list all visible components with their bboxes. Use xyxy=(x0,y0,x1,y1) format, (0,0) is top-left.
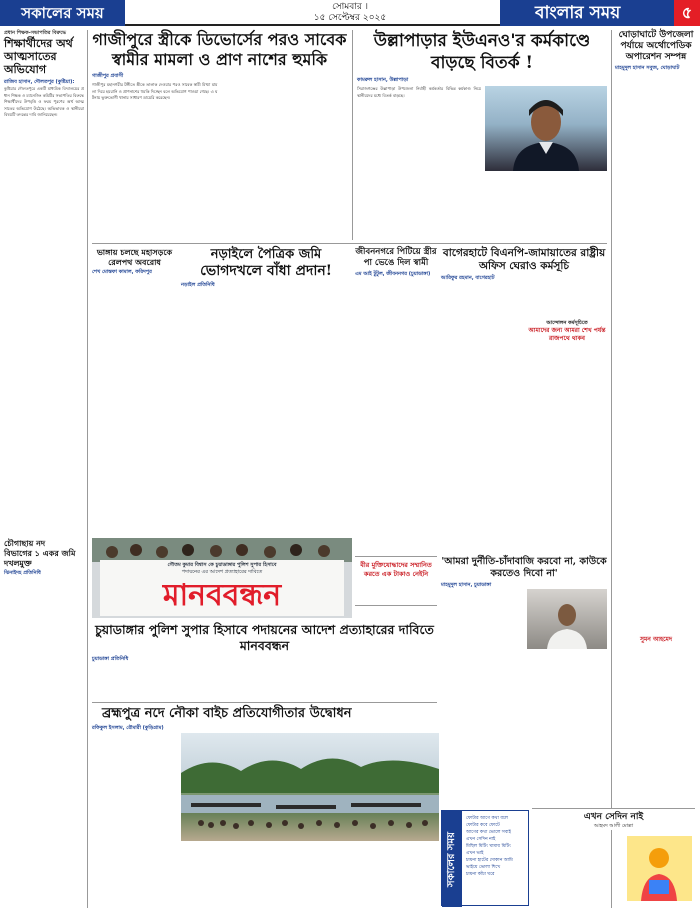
story-byline: কামরুল হাসান, উল্লাপাড়া xyxy=(357,77,409,83)
story-byline: মাহমুদুল হাসান সবুজ, ঘোড়াঘাট xyxy=(615,65,680,71)
story-byline: রাজিব হাসান, দৌলতপুর (কুষ্টিয়া): xyxy=(4,79,75,85)
poem-line-1: ফোটার কবে ফোটে xyxy=(466,823,500,828)
story-body-cont-2 xyxy=(324,663,436,693)
story-headline: ঘোড়াঘাটে উপজেলা পর্যায়ে অর্থোপেডিক অপারেশন সম্পন্ন xyxy=(618,30,694,62)
story-byline: রফিকুল ইসলাম, রৌমারী (কুড়িগ্রাম) xyxy=(92,725,164,731)
footer-ad-logo: সকালের সময় xyxy=(446,831,457,887)
story-gazipur xyxy=(92,30,347,240)
story-body xyxy=(92,276,177,531)
poem-line-5: এখন ভাই xyxy=(466,851,484,856)
poem-line-0: ফোটার আগে কথা বলে xyxy=(466,816,508,821)
story-body xyxy=(4,577,84,910)
story-headline: ভোগদখলে বাঁধা প্রদান! xyxy=(200,263,332,279)
story-kicker: ভাঙ্গায় চলছে মহাসড়কে xyxy=(96,247,173,257)
story-body-cont xyxy=(222,82,348,242)
story-kicker: চৌগাছায় নদ xyxy=(4,538,46,548)
banner-line-1: গৌতম কুমার বিশ্বাস কে চুয়াডাঙ্গার পুলিশ সুপার হিসাবে xyxy=(167,562,277,568)
story-headline: ব্রহ্মপুত্র নদে নৌকা বাইচ প্রতিযোগীতার উদ্বোধন xyxy=(102,706,352,721)
footer-ad xyxy=(441,810,529,906)
pull-quote: বীর মুক্তিযোদ্ধাদের সম্মানিত করতে এক টাকাও নেইনি xyxy=(360,561,432,578)
poem-line-8: চায়না কাঁচা ঘরে xyxy=(466,872,495,877)
story-body-cont xyxy=(485,174,607,244)
story-body-cont xyxy=(268,289,351,529)
story-boat-race xyxy=(92,705,607,908)
story-body xyxy=(615,72,697,632)
story-body-cont xyxy=(527,346,607,546)
masthead-date-text: ১৫ সেপ্টেম্বর ২০২৫ xyxy=(313,13,387,23)
story-body xyxy=(181,289,264,529)
story-kicker: প্রধান শিক্ষক-সভাপতির বিরুদ্ধে xyxy=(4,30,66,36)
banner-text: মানববন্ধন xyxy=(162,578,282,613)
signature: সুমন আহমেদ xyxy=(639,636,672,643)
quote-story-photo xyxy=(527,589,607,649)
story-byline: নড়াইল প্রতিনিধি xyxy=(181,282,215,288)
col-left-story xyxy=(4,30,84,405)
story-body: সিরাজগঞ্জের উল্লাপাড়া উপজেলা নির্বাহী কর্মকর্তার বিভিন্ন কর্মকাণ্ড নিয়ে স্থানীয়দের মধ্যে বিতর্ক বাড়ছে। xyxy=(357,86,481,98)
story-jibonnagar xyxy=(355,247,437,552)
story-body xyxy=(92,663,204,693)
story-bagerhat xyxy=(441,247,607,552)
story-headline: উল্লাপাড়ার ইউএনও'র কর্মকাণ্ডে বাড়ছে বিতর্ক ! xyxy=(373,31,591,73)
story-headline: গাজীপুরে স্ত্রীকে ডিভোর্সের পরও সাবেক স্বামীর মামলা ও প্রাণ নাশের হুমকি xyxy=(92,30,347,69)
banner-line-2: পদায়নের এর আদেশ প্রত্যাহারের দাবিতে xyxy=(181,569,263,575)
story-byline: এম আই টুটুল, জীবননগর (চুয়াডাঙ্গা) xyxy=(355,271,431,277)
story-headline: জীবননগরে পিটিয়ে স্ত্রীর পা ভেঙে দিল স্বামী xyxy=(355,247,437,268)
poem-line-7: ভাইয়ে ভোলা শিখে xyxy=(466,865,501,870)
story-byline: শেখ মোস্তফা কামাল, ফরিদপুর xyxy=(92,269,152,275)
story-narail xyxy=(181,247,351,537)
poem-line-6: চায়না হাটের দোকান আমি xyxy=(466,858,513,863)
story-body-cont xyxy=(615,645,697,765)
col-right-story xyxy=(615,30,697,750)
masthead-section-title: বাংলার সময় xyxy=(500,0,700,26)
story-byline: চুয়াডাঙ্গা প্রতিনিধি xyxy=(92,656,129,662)
story-headline: 'আমরা দুর্নীতি-চাঁদাবাজি করবো না, কাউকে করতেও দিবো না' xyxy=(441,556,607,579)
story-headline: বিভাগের ১ একর জমি দখলমুক্ত xyxy=(4,548,76,568)
story-body-cont xyxy=(181,844,308,907)
pull-quote-box xyxy=(355,556,437,606)
story-byline: আরিফুর রহমান, বাগেরহাট xyxy=(441,275,495,281)
pull-quote: আমাদের জন্য আমরা শেখ পর্যন্ত রাজপথে থাকব xyxy=(528,327,606,342)
story-body: গাজীপুর মহানগরীর টঙ্গীতে স্ত্রীকে তালাক দেওয়ার পরও সাবেক স্বামী মিথ্যা মামলা দিয়ে হয়রানি ও প্রাণনাশের হুমকি দিচ্ছেন বলে অভিযোগ পাওয়া গেছে। এ ঘটনায় ভুক্তভোগী থানায় সাধারণ ডায়েরি করেছেন। xyxy=(92,82,218,100)
ullapara-photo xyxy=(485,86,607,171)
story-headline: চুয়াডাঙ্গার পুলিশ সুপার হিসাবে পদায়নের আদেশ প্রত্যাহারের দাবিতে মানববন্ধন xyxy=(95,622,434,653)
story-chuadanga xyxy=(92,622,437,697)
story-byline: ঝিনাইদহ প্রতিনিধি xyxy=(4,570,41,576)
poem-line-4: মিছিল মিটিং ঘামায় মিটিং xyxy=(466,844,511,849)
story-headline: শিক্ষার্থীদের অর্থ আত্মসাতের অভিযোগ xyxy=(4,37,73,76)
masthead xyxy=(0,0,700,26)
masthead-date xyxy=(215,2,485,24)
story-body xyxy=(355,278,437,543)
page-number: ৫ xyxy=(674,0,700,26)
poem-title: এখন সেদিন নাই xyxy=(583,812,644,822)
story-body-cont-2 xyxy=(312,844,439,907)
masthead-day: সোমবার । xyxy=(332,2,368,12)
story-body-cont xyxy=(208,663,320,693)
poem-illustration xyxy=(627,836,692,901)
story-body xyxy=(441,282,523,542)
story-byline: মাহমুদুল হাসান, চুয়াডাঙ্গা xyxy=(441,582,492,588)
manobbondhon-photo xyxy=(92,538,352,618)
story-body xyxy=(92,733,177,909)
story-headline: রেলপথ অবরোধ xyxy=(108,257,161,267)
col-left-story-2 xyxy=(4,538,84,908)
story-bhanga xyxy=(92,247,177,537)
boat-race-photo xyxy=(181,733,439,841)
story-headline: বাগেরহাটে বিএনপি-জামায়াতের রাষ্ট্রীয় অফিস ঘেরাও কর্মসূচি xyxy=(442,247,606,272)
story-body: কুষ্টিয়ার দৌলতপুরে একটি মাধ্যমিক বিদ্যালয়ের প্রধান শিক্ষক ও ম্যানেজিং কমিটির সভাপতির বিরুদ্ধে শিক্ষার্থীদের উপবৃত্তি ও ফরম পূরণের অর্থ আত্মসাতের অভিযোগ উঠেছে। অভিভাবক ও স্থানীয়রা বিষয়টি তদন্তের দাবি জানিয়েছেন। xyxy=(4,86,84,117)
story-byline: গাজীপুর প্রবাসী xyxy=(92,73,124,79)
poem-line-2: আগের কথা ভোলে সবাই xyxy=(466,830,511,835)
poem-box xyxy=(532,808,695,908)
poem-line-3: এখন সেদিন নাই xyxy=(466,837,496,842)
poem-lines xyxy=(466,815,526,878)
poem-author: আহমদ আলী মোল্লা xyxy=(593,823,634,829)
story-ullapara xyxy=(357,30,607,240)
masthead-logo-left: সকালের সময় xyxy=(0,0,125,26)
story-kicker: নড়াইলে পৈত্রিক জমি xyxy=(210,247,322,262)
pull-quote-prefix: আন্দোলন কর্মসূচিতে xyxy=(546,320,588,326)
